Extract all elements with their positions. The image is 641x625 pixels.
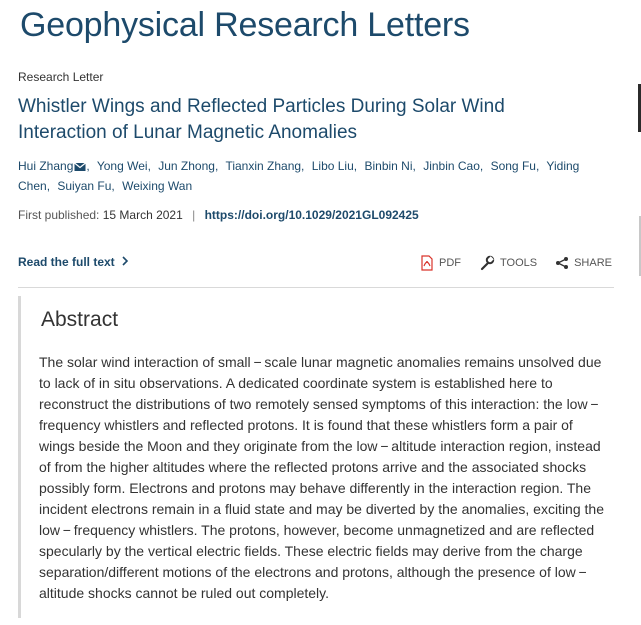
pdf-icon: [420, 255, 434, 271]
author-link[interactable]: Tianxin Zhang,: [225, 159, 305, 173]
abstract-text: The solar wind interaction of small − scale lunar magnetic anomalies remains unsolved due to lack of in situ observations. A dedicated coordinate system is established here to reconstruct the distributions of two remotely sensed symptoms of this interaction: the low − frequency whistlers and reflected protons. It is found that these whistlers form a pair of wings beside the Moon and they originate from the low − altitude interaction region, instead of from the higher altitudes where the reflected protons arrive and the associated shocks possibly form. Electrons and protons may behave differently in the interaction region. The incident electrons remain in a fluid state and may be diverted by the anomalies, exciting the low − frequency whistlers. The protons, however, become unmagnetized and are reflected specularly by the vertical electric fields. These electric fields may derive from the charge separation/different motions of the electrons and protons, although the presence of low − altitude shocks cannot be ruled out completely.: [39, 354, 604, 601]
article-tools: [420, 255, 612, 271]
author-link[interactable]: Song Fu,: [490, 159, 540, 173]
share-icon: [555, 256, 569, 270]
divider: [18, 287, 614, 288]
read-full-text-label: Read the full text: [18, 255, 115, 269]
author-link[interactable]: Hui Zhang ,: [18, 159, 94, 173]
read-full-text-link[interactable]: [18, 255, 129, 269]
tools-button[interactable]: [479, 255, 537, 271]
wrench-icon: [479, 255, 495, 271]
first-published-date: 15 March 2021: [102, 208, 183, 222]
author-link[interactable]: Jun Zhong,: [158, 159, 219, 173]
author-link[interactable]: Yong Wei,: [96, 159, 151, 173]
separator: |: [192, 208, 196, 222]
share-label: SHARE: [574, 257, 612, 269]
publication-info: [18, 208, 419, 222]
mail-icon[interactable]: [74, 159, 86, 177]
tools-label: TOOLS: [500, 257, 538, 269]
doi-link[interactable]: https://doi.org/10.1029/2021GL092425: [204, 208, 419, 222]
abstract-heading: Abstract: [41, 308, 119, 331]
author-link[interactable]: Suiyan Fu,: [57, 179, 115, 193]
share-button[interactable]: [555, 256, 612, 270]
journal-title[interactable]: Geophysical Research Letters: [20, 6, 470, 44]
author-link[interactable]: Binbin Ni,: [364, 159, 416, 173]
abstract-section: [18, 296, 617, 618]
author-link[interactable]: Jinbin Cao,: [423, 159, 484, 173]
author-link[interactable]: Libo Liu,: [311, 159, 358, 173]
author-link[interactable]: Weixing Wan: [122, 179, 193, 193]
first-published-label: First published:: [18, 208, 100, 222]
author-link[interactable]: Yiding Chen,: [18, 159, 580, 193]
author-list: [18, 157, 608, 195]
pdf-button[interactable]: [420, 255, 461, 271]
article-type: Research Letter: [18, 70, 104, 84]
article-title: Whistler Wings and Reflected Particles During Solar Wind Interaction of Lunar Magnetic Anomalies: [18, 96, 505, 143]
chevron-right-icon: [121, 255, 129, 269]
pdf-label: PDF: [439, 257, 461, 269]
